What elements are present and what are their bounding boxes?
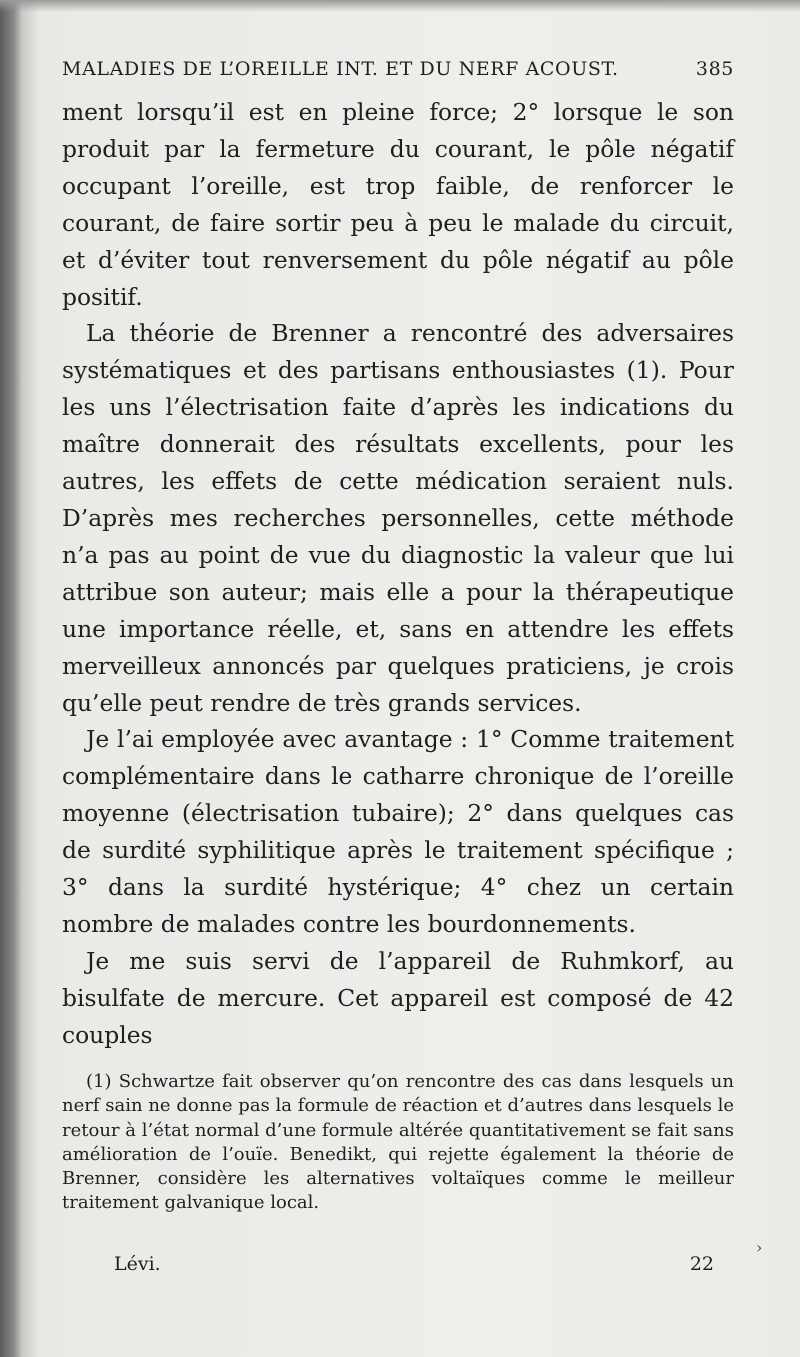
footnote-block — [62, 1070, 734, 1216]
signature-author: Lévi. — [114, 1253, 161, 1275]
page-number: 385 — [695, 58, 734, 80]
paragraph-apparatus: Je me suis servi de l’appareil de Ruhmkorf, au bisulfate de mercure. Cet appareil est composé de 42 couples — [62, 946, 734, 1049]
signature-line — [114, 1253, 714, 1275]
running-title: MALADIES DE L’OREILLE INT. ET DU NERF ACOUST. — [62, 58, 619, 80]
book-page — [62, 58, 734, 1275]
paragraph-usage: Je l’ai employée avec avantage : 1° Comme traitement complémentaire dans le catharre chronique de l’oreille moyenne (électrisation tubaire); 2° dans quelques cas de surdité syphilitique après le traitement spécifique ; 3° dans la surdité hystérique; 4° chez un certain nombre de malades contre les bourdonnements. — [62, 725, 734, 938]
signature-sheet-number: 22 — [689, 1253, 714, 1275]
paragraph-continuation: ment lorsqu’il est en pleine force; 2° lorsque le son produit par la fermeture du courant, le pôle négatif occupant l’oreille, est trop faible, de renforcer le courant, de faire sortir peu à peu le malade du circuit, et d’éviter tout renversement du pôle négatif au pôle positif. — [62, 98, 734, 311]
body-text — [62, 94, 734, 1054]
page-edge-shadow — [0, 0, 800, 12]
running-head — [62, 58, 734, 94]
paragraph-brenner-theory: La théorie de Brenner a rencontré des adversaires systématiques et des partisans enthousiastes (1). Pour les uns l’électrisation faite d’après les indications du maître donnerait des résultats excellents, pour les autres, les effets de cette médication seraient nuls. D’après mes recherches personnelles, cette méthode n’a pas au point de vue du diagnostic la valeur que lui attribue son auteur; mais elle a pour la thérapeutique une importance réelle, et, sans en attendre les effets merveilleux annoncés par quelques praticiens, je crois qu’elle peut rendre de très grands services. — [62, 319, 734, 717]
footnote-1: (1) Schwartze fait observer qu’on rencontre des cas dans lesquels un nerf sain ne donne pas la formule de réaction et d’autres dans lesquels le retour à l’état normal d’une formule altérée quantitativement se fait sans amélioration de l’ouïe. Benedikt, qui rejette également la théorie de Brenner, considère les alternatives voltaïques comme le meilleur traitement galvanique local. — [62, 1071, 734, 1214]
margin-mark: › — [756, 1238, 763, 1257]
